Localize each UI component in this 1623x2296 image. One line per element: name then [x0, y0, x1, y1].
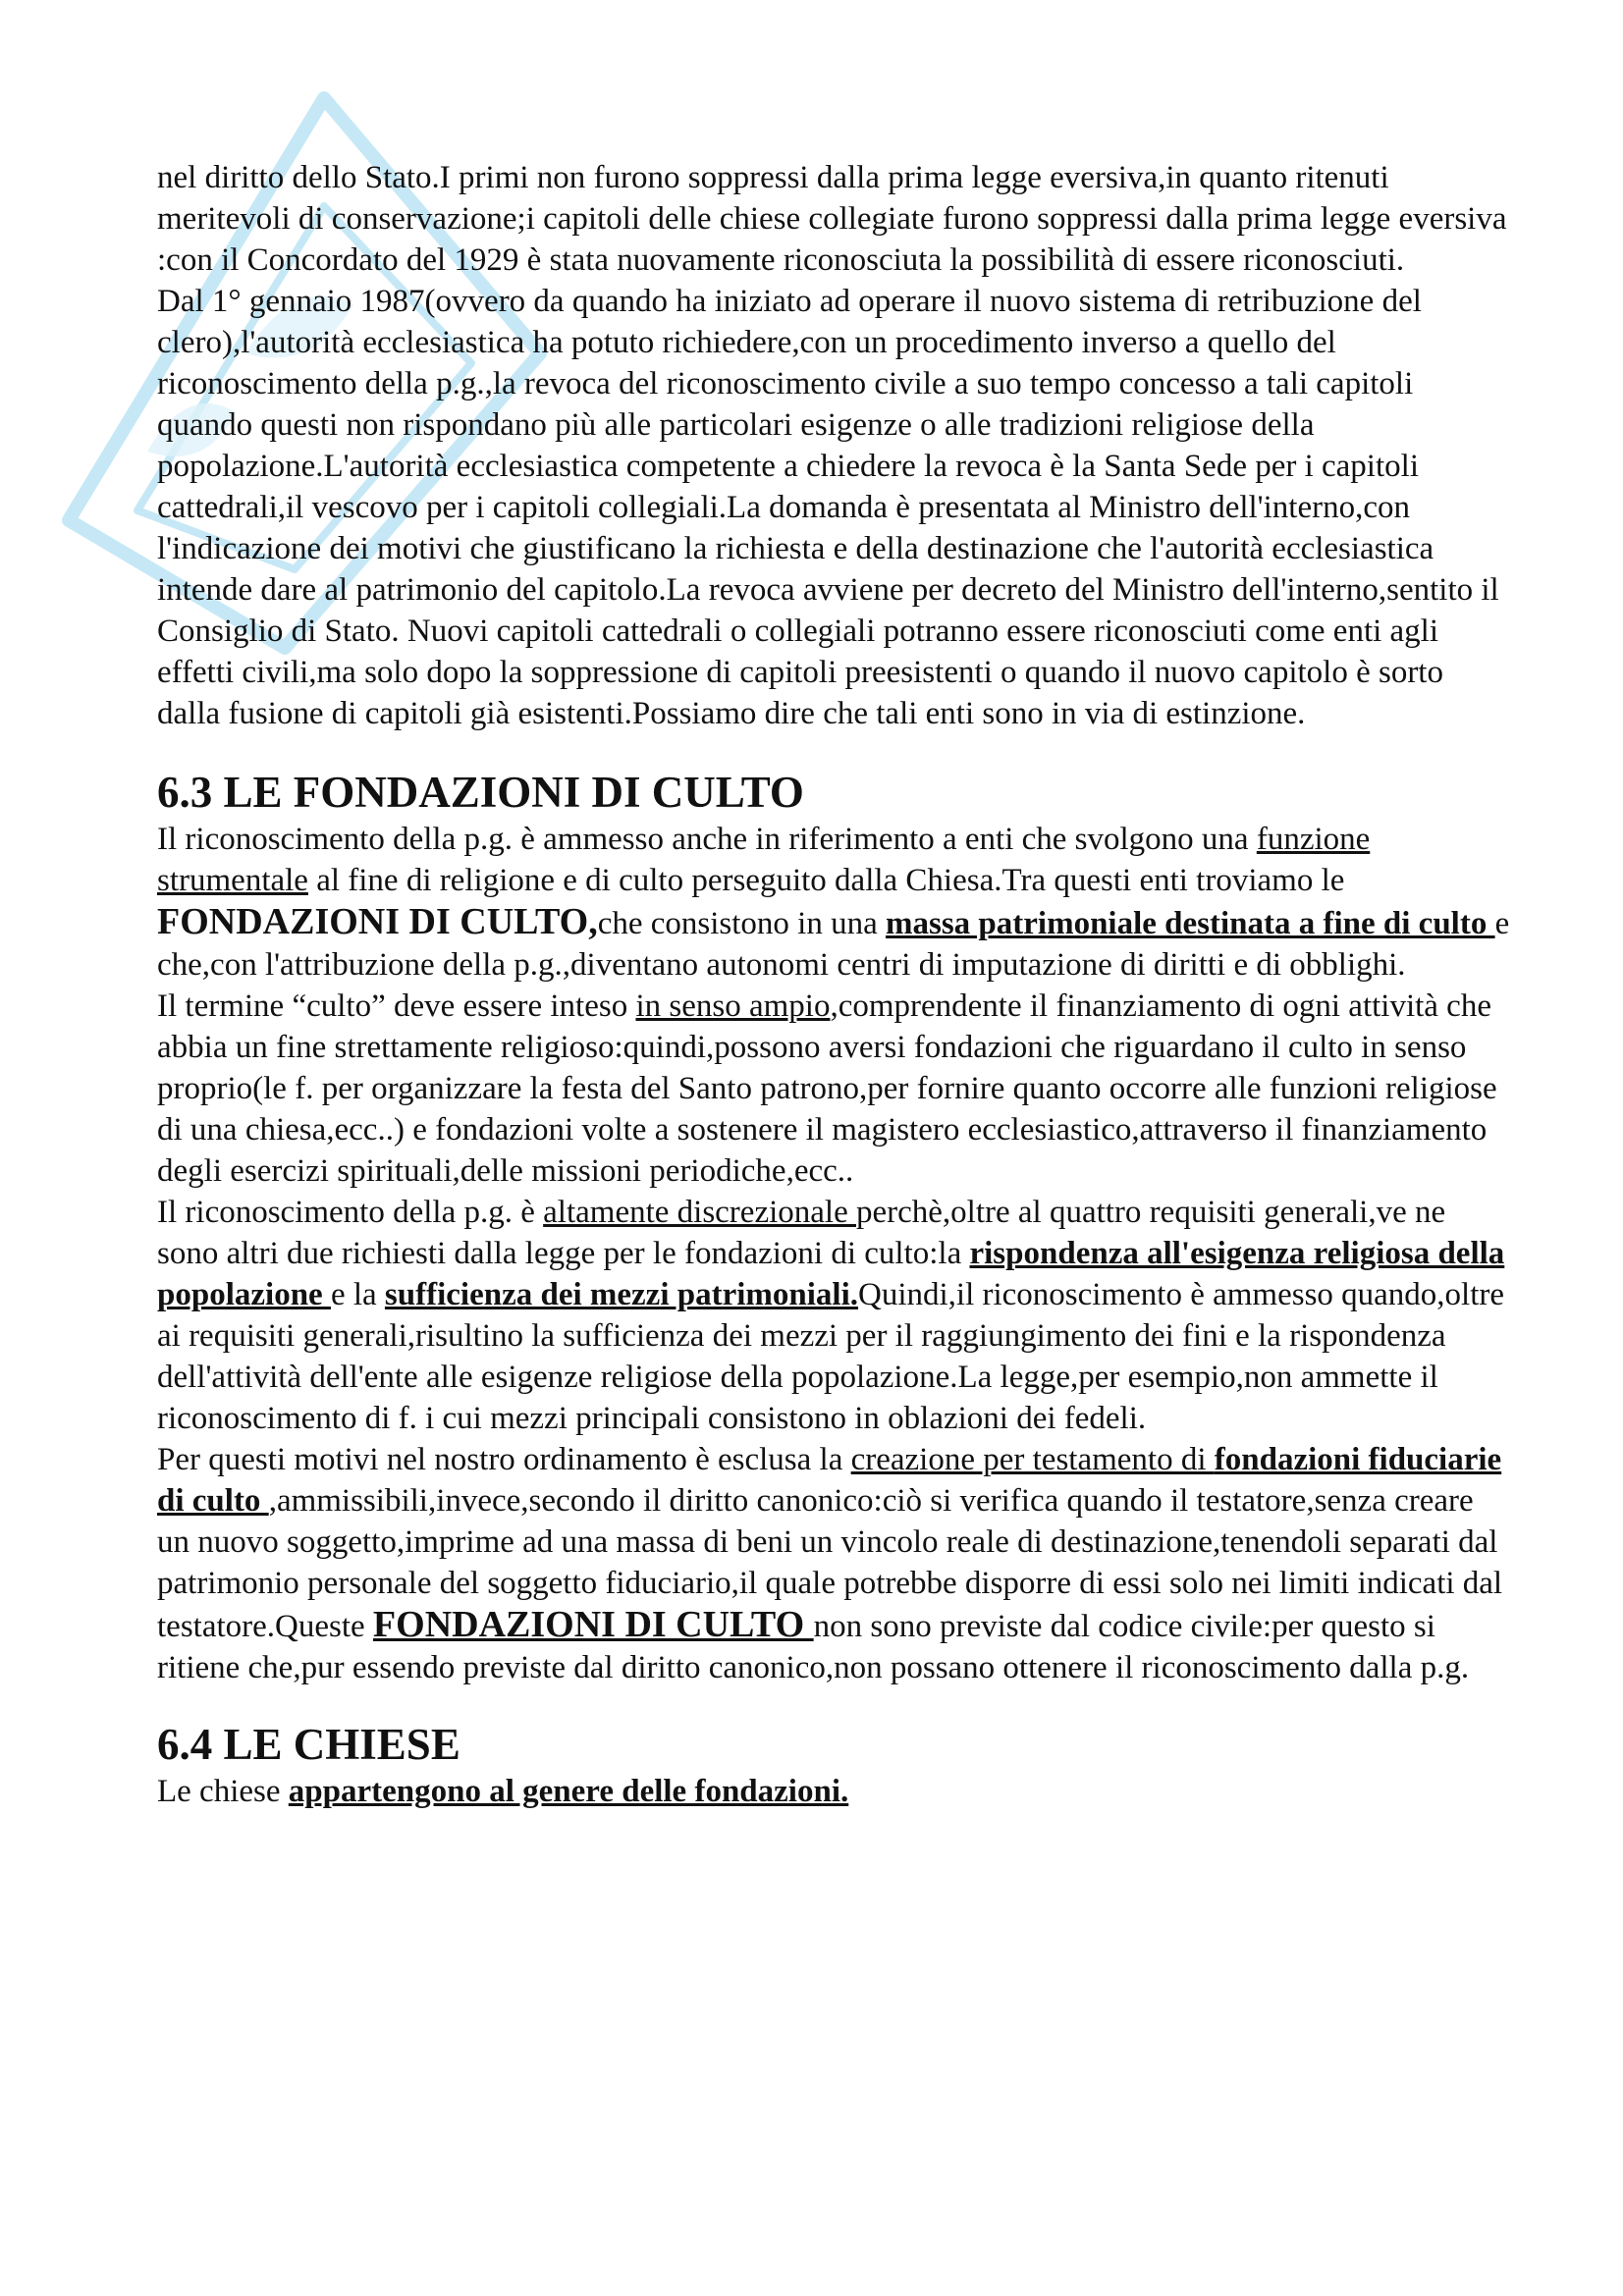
bold-underlined-text: massa patrimoniale destinata a fine di culto	[886, 906, 1495, 941]
paragraph-3	[157, 819, 1512, 986]
text-run: perchè,oltre al quattro requisiti generali,ve ne sono altri due richiesti dalla legge per le fondazioni di culto:la	[157, 1195, 1446, 1271]
paragraph-7	[157, 1771, 1512, 1812]
text-run: nel diritto dello Stato.I primi non furono soppressi dalla prima legge eversiva,in quanto ritenuti meritevoli di conservazione;i capitoli delle chiese collegiate furono soppressi dalla prima legge eversiva :con il Concordato del 1929 è stata nuovamente riconosciuta la possibilità di essere riconosciuti.	[157, 160, 1507, 278]
text-run: ,comprendente il finanziamento di ogni attività che abbia un fine strettamente religioso:quindi,possono aversi fondazioni che riguardano il culto in senso proprio(le f. per organizzare la festa del Santo patrono,per fornire quanto occorre alle funzioni religiose di una chiesa,ecc..) e fondazioni volte a sostenere il magistero ecclesiastico,attraverso il finanziamento degli esercizi spirituali,delle missioni periodiche,ecc..	[157, 988, 1497, 1189]
text-run: Il termine “culto” deve essere inteso	[157, 988, 636, 1024]
text-run: non sono previste dal codice civile:per questo si ritiene che,pur essendo previste dal diritto canonico,non possano ottenere il riconoscimento dalla p.g.	[157, 1609, 1470, 1685]
section-heading-6-3: 6.3 LE FONDAZIONI DI CULTO	[157, 768, 804, 817]
text-run: ,ammissibili,invece,secondo il diritto canonico:ciò si verifica quando il testatore,senza creare un nuovo soggetto,imprime ad una massa di beni un vincolo reale di destinazione,tenendoli separati dal patrimonio personale del soggetto fiduciario,il quale potrebbe disporre di essi solo nei limiti indicati dal testatore.Queste	[157, 1483, 1503, 1644]
text-run: Le chiese	[157, 1774, 289, 1809]
document-page	[157, 157, 1512, 1812]
underlined-text: funzione strumentale	[157, 822, 1371, 898]
bold-underlined-text: fondazioni fiduciarie di culto	[157, 1442, 1502, 1519]
text-run: che consistono in una	[597, 906, 886, 941]
text-run: Il riconoscimento della p.g. è	[157, 1195, 544, 1230]
underlined-text: in senso ampio	[635, 988, 831, 1024]
text-run: al fine di religione e di culto perseguito dalla Chiesa.Tra questi enti troviamo le	[307, 863, 1345, 898]
text-run: Dal 1° gennaio 1987(ovvero da quando ha iniziato ad operare il nuovo sistema di retribuzione del clero),l'autorità ecclesiastica ha potuto richiedere,con un procedimento inverso a quello del riconoscimento della p.g.,la revoca del riconoscimento civile a suo tempo concesso a tali capitoli quando questi non rispondano più alle particolari esigenze o alle tradizioni religiose della popolazione.L'autorità ecclesiastica competente a chiedere la revoca è la Santa Sede per i capitoli cattedrali,il vescovo per i capitoli collegiali.La domanda è presentata al Ministro dell'interno,con l'indicazione dei motivi che giustificano la richiesta e della destinazione che l'autorità ecclesiastica intende dare al patrimonio del capitolo.La revoca avviene per decreto del Ministro dell'interno,sentito il Consiglio di Stato. Nuovi capitoli cattedrali o collegiali potranno essere riconosciuti come enti agli effetti civili,ma solo dopo la soppressione di capitoli preesistenti o quando il nuovo capitolo è sorto dalla fusione di capitoli già esistenti.Possiamo dire che tali enti sono in via di estinzione.	[157, 284, 1499, 731]
paragraph-6	[157, 1439, 1512, 1688]
bold-underlined-text: FONDAZIONI DI CULTO	[372, 1604, 814, 1645]
bold-text: FONDAZIONI DI CULTO,	[157, 901, 598, 942]
paragraph-1	[157, 157, 1512, 281]
text-run: e che,con l'attribuzione della p.g.,diventano autonomi centri di imputazione di diritti e di obblighi.	[157, 906, 1510, 983]
underlined-text: altamente discrezionale	[543, 1195, 856, 1230]
text-run: Quindi,il riconoscimento è ammesso quando,oltre ai requisiti generali,risultino la sufficienza dei mezzi per il raggiungimento dei fini e la rispondenza dell'attività dell'ente alle esigenze religiose della popolazione.La legge,per esempio,non ammette il riconoscimento di f. i cui mezzi principali consistono in oblazioni dei fedeli.	[157, 1277, 1505, 1436]
text-run: Il riconoscimento della p.g. è ammesso anche in riferimento a enti che svolgono una	[157, 822, 1257, 857]
text-run: Per questi motivi nel nostro ordinamento è esclusa la	[157, 1442, 851, 1477]
bold-underlined-text: rispondenza all'esigenza religiosa della popolazione	[157, 1236, 1505, 1312]
section-heading-6-4: 6.4 LE CHIESE	[157, 1720, 460, 1769]
underlined-text: creazione per testamento di	[850, 1442, 1215, 1477]
paragraph-5	[157, 1192, 1512, 1439]
bold-underlined-text: appartengono al genere delle fondazioni.	[288, 1774, 849, 1809]
text-run: e la	[330, 1277, 385, 1312]
paragraph-2	[157, 281, 1512, 734]
bold-underlined-text: sufficienza dei mezzi patrimoniali.	[384, 1277, 858, 1312]
paragraph-4	[157, 986, 1512, 1192]
